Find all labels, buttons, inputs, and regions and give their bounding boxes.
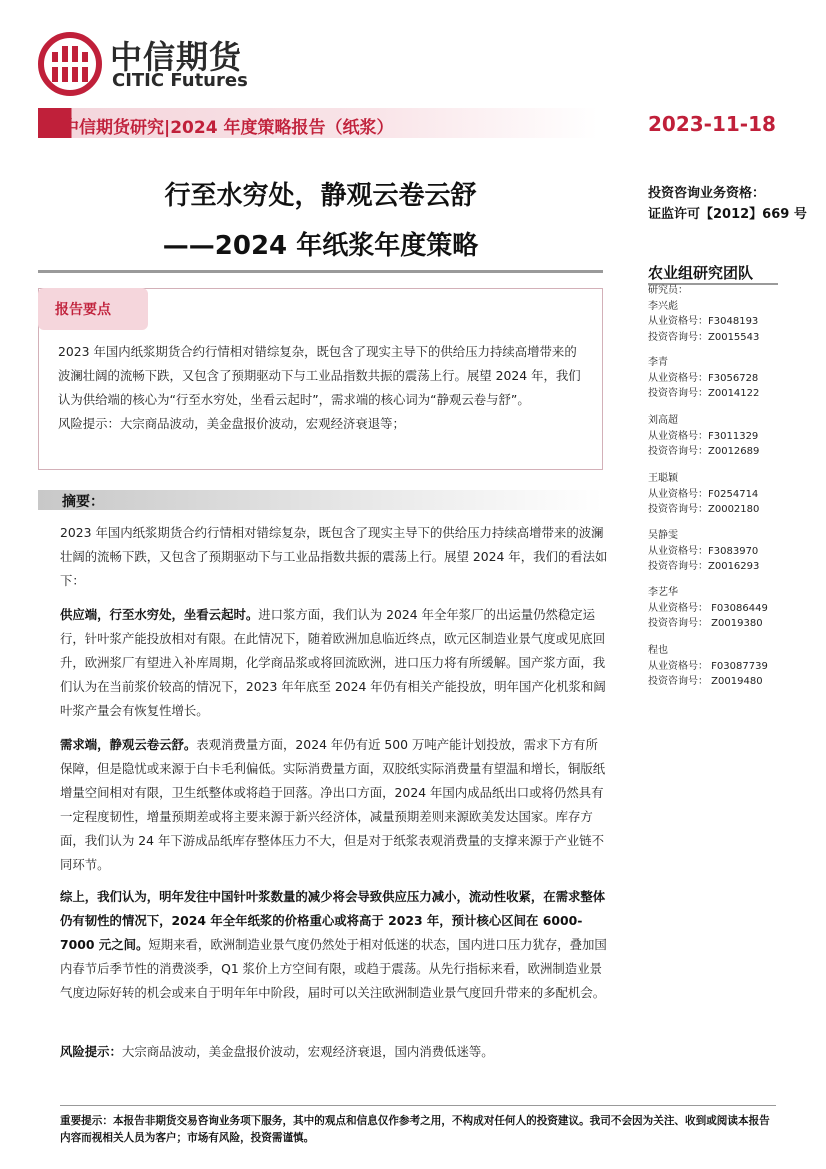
risk-section: [60, 1040, 608, 1064]
brand-name-cn: 中信期货: [110, 38, 243, 76]
researcher-block: [648, 528, 788, 575]
researcher-block: [648, 355, 788, 402]
conclusion-text: 短期来看，欧洲制造业景气度仍然处于相对低迷的状态，国内进口压力犹存，叠加国内春节后季节性的消费淡季，Q1 浆价上方空间有限，或趋于震荡。从先行指标来看，欧洲制造业景气度边际好转的机会或来自于明年年中阶段，届时可以关注欧洲制造业景气度回升带来的多配机会。: [60, 937, 607, 1000]
summary-label: 摘要：: [62, 494, 104, 510]
researcher-consult-id: 投资咨询号： Z0019480: [648, 676, 763, 687]
researcher-name: 李青: [648, 357, 668, 368]
report-subtitle: ——2024 年纸浆年度策略: [162, 231, 479, 261]
team-name: 农业组研究团队: [648, 264, 754, 282]
researcher-name: 李兴彪: [648, 300, 678, 312]
researcher-consult-id: 投资咨询号：Z0016293: [648, 561, 760, 572]
summary-intro-text: 2023 年国内纸浆期货合约行情相对错综复杂，既包含了现实主导下的供给压力持续高增带来的波澜壮阔的流畅下跌，又包含了预期驱动下与工业品指数共振的震荡上行。展望 2024 年，我们的看法如下：: [60, 525, 608, 588]
risk-text: 大宗商品波动，美金盘报价波动，宏观经济衰退，国内消费低迷等。: [121, 1044, 494, 1059]
researcher-block: [648, 283, 788, 345]
researcher-consult-id: 投资咨询号：Z0014122: [648, 388, 760, 399]
risk-heading: 风险提示：: [60, 1044, 122, 1059]
researcher-consult-id: 投资咨询号：Z0002180: [648, 504, 760, 515]
qualification-value: 证监许可【2012】669 号: [648, 207, 807, 222]
demand-heading: 需求端，静观云卷云舒。: [60, 737, 197, 752]
researcher-consult-id: 投资咨询号：Z0015543: [648, 331, 760, 343]
key-points-risk: 风险提示：大宗商品波动，美金盘报价波动，宏观经济衰退等；: [58, 416, 405, 431]
researcher-practice-id: 从业资格号：F0254714: [648, 488, 759, 500]
demand-text: 表观消费量方面，2024 年仍有近 500 万吨产能计划投放，需求下方有所保障，但是隐忧或来源于白卡毛利偏低。实际消费量方面，双胶纸实际消费量有望温和增长，铜版纸增量空间相对有限，卫生纸整体或将趋于回落。净出口方面，2024 年国内成品纸出口或将仍然具有一定程度韧性，增量预期差或将主要来源于新兴经济体，减量预期差则来源欧美发达国家。库存方面，我们认为 24 年下游成品纸库存整体压力不大，但是对于纸浆表观消费量的支撑来源于产业链不同环节。: [60, 737, 606, 872]
conclusion-heading: 综上，我们认为，明年发往中国针叶浆数量的减少将会导致供应压力减小，流动性收紧，在需求整体仍有韧性的情况下，2024 年全年纸浆的价格重心或将高于 2023 年，预计核心区间在 6000-7000 元之间。: [60, 889, 606, 952]
researcher-practice-id: 从业资格号：F3011329: [648, 430, 759, 442]
key-points-label: 报告要点: [55, 302, 111, 318]
researcher-name: 吴静雯: [648, 530, 678, 541]
researcher-practice-id: 从业资格号：F3056728: [648, 372, 759, 384]
footer-divider: [60, 1105, 776, 1106]
brand-name-en: CITIC Futures: [112, 70, 248, 91]
researcher-consult-id: 投资咨询号： Z0019380: [648, 618, 763, 629]
report-title: 行至水穷处，静观云卷云舒: [164, 181, 477, 211]
researcher-consult-id: 投资咨询号：Z0012689: [648, 446, 760, 457]
researcher-block: [648, 413, 788, 460]
researcher-name: 刘高超: [648, 415, 678, 426]
researcher-practice-id: 从业资格号： F03087739: [648, 660, 768, 672]
supply-text: 进口浆方面，我们认为 2024 年全年浆厂的出运量仍然稳定运行，针叶浆产能投放相对有限。在此情况下，随着欧洲加息临近终点，欧元区制造业景气度或见底回升，欧洲浆厂有望进入补库周期，化学商品浆或将回流欧洲，进口压力将有所缓解。国产浆方面，我们认为在当前浆价较高的情况下，2023 年年底至 2024 年仍有相关产能投放，明年国产化机浆和阔叶浆产量会有恢复性增长。: [60, 607, 606, 718]
researcher-name: 程也: [648, 645, 668, 656]
researcher-practice-id: 从业资格号： F03086449: [648, 602, 768, 614]
report-banner-text: 中信期货研究|2024 年度策略报告（纸浆）: [62, 118, 394, 138]
title-divider: [38, 270, 603, 273]
researcher-block: [648, 585, 788, 632]
key-points-body: [58, 340, 588, 436]
researcher-block: [648, 643, 788, 690]
footer-notice: 重要提示：本报告非期货交易咨询业务项下服务，其中的观点和信息仅作参考之用，不构成对任何人的投资建议。我司不会因为关注、收到或阅读本报告内容而视相关人员为客户；市场有风险，投资需谨慎。: [60, 1115, 770, 1144]
summary-bar: [38, 490, 603, 510]
researcher-name: 王聪颖: [648, 473, 678, 484]
key-points-paragraph: 2023 年国内纸浆期货合约行情相对错综复杂，既包含了现实主导下的供给压力持续高增带来的波澜壮阔的流畅下跌，又包含了预期驱动下与工业品指数共振的震荡上行。展望 2024 年，我们认为供给端的核心为“行至水穷处，坐看云起时”，需求端的核心词为“静观云卷与舒”。: [58, 344, 581, 407]
conclusion-section: [60, 885, 608, 1005]
supply-section: [60, 603, 608, 723]
supply-heading: 供应端，行至水穷处，坐看云起时。: [60, 607, 259, 622]
demand-section: [60, 733, 608, 877]
researcher-name: 李艺华: [648, 587, 678, 598]
researcher-practice-id: 从业资格号：F3083970: [648, 545, 759, 557]
summary-intro: [60, 521, 608, 593]
qualification-label: 投资咨询业务资格：: [648, 186, 766, 201]
researcher-block: [648, 471, 788, 518]
report-date: 2023-11-18: [648, 112, 776, 136]
citic-logo-icon: [38, 32, 102, 96]
researcher-label: 研究员：: [648, 285, 688, 296]
researcher-practice-id: 从业资格号：F3048193: [648, 316, 759, 327]
